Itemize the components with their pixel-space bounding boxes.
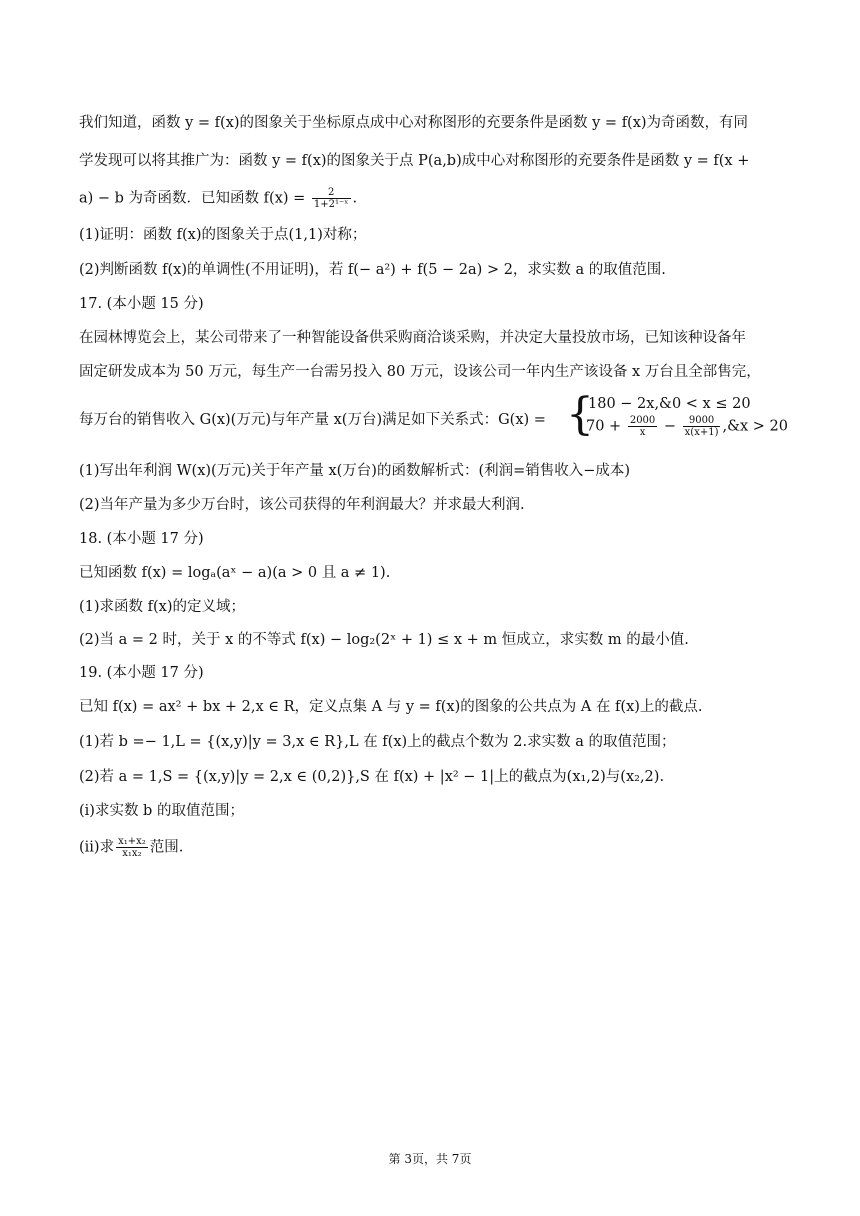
case-2-fraction-1-numerator: 2000 — [629, 415, 656, 426]
q19-heading: 19. (本小题 17 分) — [79, 665, 204, 681]
fx-fraction-numerator: 2 — [312, 187, 351, 199]
q17-part-2: (2)当年产量为多少万台时，该公司获得的年利润最大？并求最大利润. — [79, 497, 525, 513]
q19-part-2: (2)若 a = 1,S = {(x,y)|y = 2,x ∈ (0,2)},S 在 f(x) + |x² − 1|上的截点为(x₁,2)与(x₂,2). — [79, 769, 665, 785]
q17-line-1: 在园林博览会上，某公司带来了一种智能设备供采购商洽谈采购，并决定大量投放市场，已知该种设备年 — [79, 330, 746, 346]
intro-line-3 — [79, 187, 779, 210]
q19-line-1: 已知 f(x) = ax² + bx + 2,x ∈ R，定义点集 A 与 y = f(x)的图象的公共点为 A 在 f(x)上的截点. — [79, 699, 703, 715]
fx-fraction — [312, 187, 351, 210]
q18-part-2: (2)当 a = 2 时，关于 x 的不等式 f(x) − log₂(2ˣ + 1) ≤ x + m 恒成立，求实数 m 的最小值. — [79, 632, 689, 648]
q19-ii-prefix: (ii)求 — [79, 839, 115, 856]
q19-part-2-i: (i)求实数 b 的取值范围； — [79, 803, 244, 819]
fx-fraction-denominator: 1+2¹⁻ˣ — [313, 199, 349, 210]
case-2-condition: ,&x > 20 — [722, 418, 788, 435]
q19-part-2-ii — [79, 836, 779, 859]
q19-part-1: (1)若 b =− 1,L = {(x,y)|y = 3,x ∈ R},L 在 f(x)上的截点个数为 2.求实数 a 的取值范围； — [79, 734, 676, 750]
case-2-fraction-1 — [628, 415, 657, 438]
case-2-fraction-2-denominator: x(x+1) — [684, 427, 719, 438]
intro-line-1: 我们知道，函数 y = f(x)的图象关于坐标原点成中心对称图形的充要条件是函数 y = f(x)为奇函数，有同 — [79, 115, 749, 131]
piecewise-case-2 — [586, 415, 786, 438]
q16-part-2: (2)判断函数 f(x)的单调性(不用证明)，若 f(− a²) + f(5 − 2a) > 2，求实数 a 的取值范围. — [79, 262, 666, 278]
q17-line-3: 每万台的销售收入 G(x)(万元)与年产量 x(万台)满足如下关系式：G(x) = — [79, 412, 546, 428]
q19-ii-fraction — [116, 836, 148, 859]
case-2-fraction-1-denominator: x — [639, 427, 646, 438]
case-2-fraction-2-numerator: 9000 — [683, 415, 721, 427]
q18-part-1: (1)求函数 f(x)的定义域； — [79, 599, 246, 615]
intro-line-3-end: . — [352, 190, 358, 207]
piecewise-case-1: 180 − 2x,&0 < x ≤ 20 — [588, 396, 751, 412]
piecewise-brace: { — [566, 389, 594, 440]
q19-ii-numerator: x₁+x₂ — [118, 836, 146, 847]
q17-heading: 17. (本小题 15 分) — [79, 296, 204, 312]
q17-line-2: 固定研发成本为 50 万元，每生产一台需另投入 80 万元，设该公司一年内生产该设备 x 万台且全部售完， — [79, 364, 761, 380]
case-2-fraction-2 — [683, 415, 721, 438]
page-footer: 第 3页，共 7页 — [388, 1152, 472, 1166]
q19-ii-suffix: 范围. — [149, 839, 184, 856]
intro-line-2: 学发现可以将其推广为：函数 y = f(x)的图象关于点 P(a,b)成中心对称图形的充要条件是函数 y = f(x + — [79, 153, 750, 169]
case-2-const: 70 + — [586, 418, 622, 435]
q16-part-1: (1)证明：函数 f(x)的图象关于点(1,1)对称； — [79, 227, 367, 243]
q18-line-1: 已知函数 f(x) = logₐ(aˣ − a)(a > 0 且 a ≠ 1). — [79, 565, 391, 581]
q19-ii-denominator: x₁x₂ — [122, 848, 142, 859]
q17-part-1: (1)写出年利润 W(x)(万元)关于年产量 x(万台)的函数解析式：(利润=销售收入−成本) — [79, 463, 631, 479]
q18-heading: 18. (本小题 17 分) — [79, 531, 204, 547]
case-2-minus: − — [663, 418, 677, 435]
intro-line-3-text: a) − b 为奇函数．已知函数 f(x) = — [79, 190, 306, 207]
